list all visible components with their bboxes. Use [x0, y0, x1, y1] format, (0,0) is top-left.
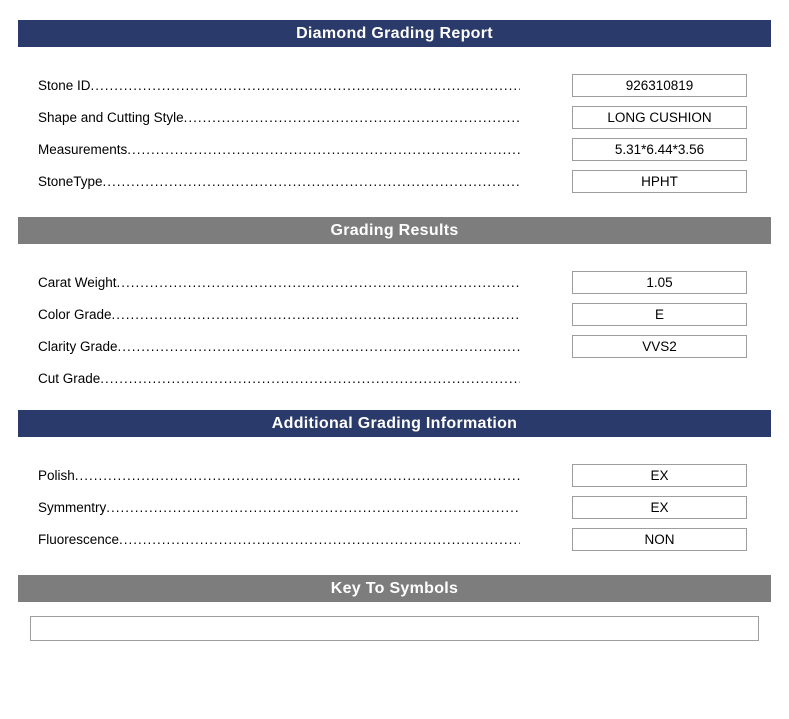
- row-label-wrap: [38, 339, 520, 354]
- additional-info-header: Additional Grading Information: [271, 414, 518, 432]
- grading-results-header-bar: [18, 217, 771, 244]
- fluorescence-label: Fluorescence: [38, 531, 120, 547]
- carat-weight-label: Carat Weight: [38, 274, 117, 290]
- identification-section: [38, 69, 747, 197]
- stone-id-value: 926310819: [625, 77, 694, 93]
- key-to-symbols-header-bar: [18, 575, 771, 602]
- row-label-wrap: [38, 532, 520, 547]
- dotted-leader: [100, 371, 520, 386]
- report-row-color-grade: [38, 298, 747, 330]
- grading-results-header: Grading Results: [330, 221, 459, 239]
- polish-label: Polish: [38, 467, 75, 483]
- report-row-cut-grade: [38, 362, 747, 394]
- carat-weight-value: 1.05: [646, 274, 673, 290]
- row-label-wrap: [38, 174, 520, 189]
- symmetry-value: EX: [650, 499, 669, 515]
- dotted-leader: [119, 532, 520, 547]
- report-row-stone-type: [38, 165, 747, 197]
- clarity-grade-value: VVS2: [642, 338, 677, 354]
- stone-type-value: HPHT: [641, 173, 678, 189]
- dotted-leader: [75, 468, 520, 483]
- stone-type-value-box: [572, 170, 747, 193]
- dotted-leader: [184, 110, 520, 125]
- color-grade-value: E: [654, 306, 664, 322]
- symmetry-value-box: [572, 496, 747, 519]
- shape-value-box: [572, 106, 747, 129]
- row-label-wrap: [38, 78, 520, 93]
- shape-value: LONG CUSHION: [607, 109, 712, 125]
- key-to-symbols-box: [30, 616, 759, 641]
- report-row-polish: [38, 459, 747, 491]
- report-title-bar: [18, 20, 771, 47]
- dotted-leader: [91, 78, 520, 93]
- clarity-grade-label: Clarity Grade: [38, 338, 118, 354]
- row-label-wrap: [38, 307, 520, 322]
- measurements-label: Measurements: [38, 141, 128, 157]
- clarity-grade-value-box: [572, 335, 747, 358]
- row-label-wrap: [38, 275, 520, 290]
- fluorescence-value: NON: [644, 531, 675, 547]
- report-row-clarity-grade: [38, 330, 747, 362]
- cut-grade-empty-space: [572, 367, 747, 390]
- additional-info-section: [38, 459, 747, 555]
- stone-id-value-box: [572, 74, 747, 97]
- carat-weight-value-box: [572, 271, 747, 294]
- cut-grade-label: Cut Grade: [38, 370, 101, 386]
- report-title: Diamond Grading Report: [296, 24, 493, 42]
- dotted-leader: [106, 500, 520, 515]
- stone-id-label: Stone ID: [38, 77, 91, 93]
- color-grade-label: Color Grade: [38, 306, 112, 322]
- dotted-leader: [117, 275, 520, 290]
- dotted-leader: [103, 174, 520, 189]
- dotted-leader: [112, 307, 520, 322]
- row-label-wrap: [38, 468, 520, 483]
- measurements-value: 5.31*6.44*3.56: [614, 141, 705, 157]
- row-label-wrap: [38, 371, 520, 386]
- report-row-shape: [38, 101, 747, 133]
- report-row-carat-weight: [38, 266, 747, 298]
- dotted-leader: [118, 339, 520, 354]
- row-label-wrap: [38, 500, 520, 515]
- measurements-value-box: [572, 138, 747, 161]
- report-row-symmetry: [38, 491, 747, 523]
- additional-info-header-bar: [18, 410, 771, 437]
- grading-results-section: [38, 266, 747, 394]
- fluorescence-value-box: [572, 528, 747, 551]
- dotted-leader: [127, 142, 520, 157]
- key-to-symbols-header: Key To Symbols: [330, 579, 459, 597]
- report-row-fluorescence: [38, 523, 747, 555]
- polish-value: EX: [650, 467, 669, 483]
- row-label-wrap: [38, 142, 520, 157]
- stone-type-label: StoneType: [38, 173, 103, 189]
- polish-value-box: [572, 464, 747, 487]
- report-row-measurements: [38, 133, 747, 165]
- row-label-wrap: [38, 110, 520, 125]
- symmetry-label: Symmentry: [38, 499, 107, 515]
- color-grade-value-box: [572, 303, 747, 326]
- shape-label: Shape and Cutting Style: [38, 109, 184, 125]
- report-row-stone-id: [38, 69, 747, 101]
